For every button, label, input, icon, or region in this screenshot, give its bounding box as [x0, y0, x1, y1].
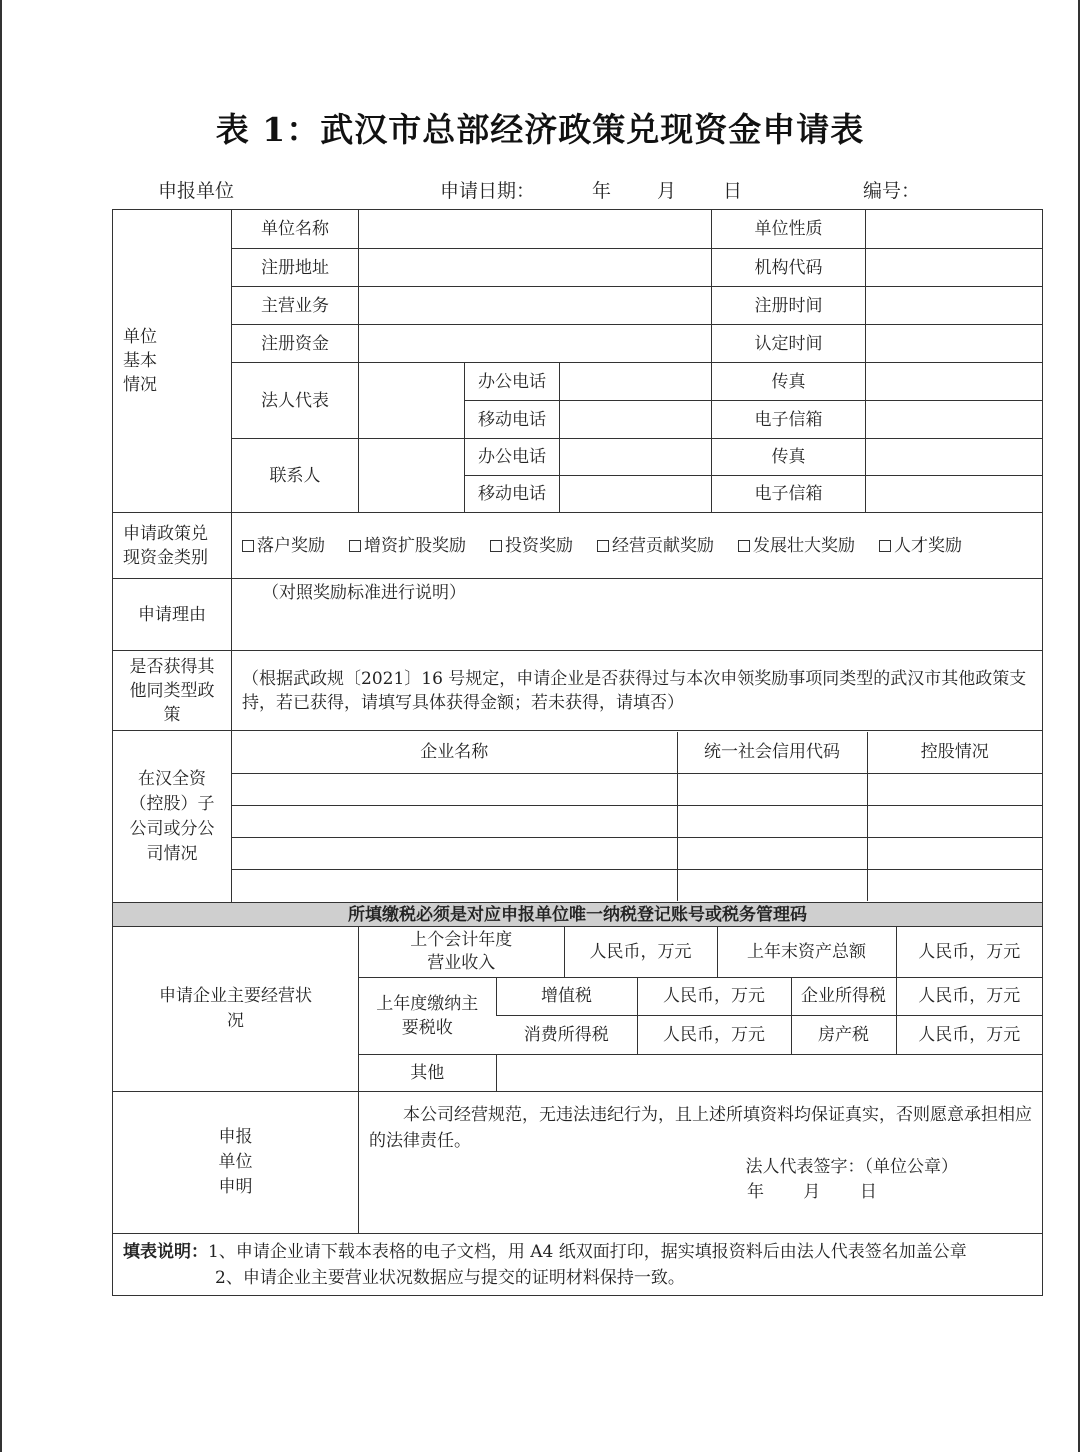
category-option[interactable]: 经营贡献奖励 [597, 534, 714, 558]
unit-nature-label: 单位性质 [712, 210, 866, 249]
legal-rep-signature-label: 法人代表签字：（单位公章） [745, 1157, 958, 1177]
applicant-unit-label: 申报单位 [158, 180, 235, 202]
reason-hint: （对照奖励标准进行说明） [262, 583, 466, 603]
tax-notice-banner: 所填缴税必须是对应申报单位唯一纳税登记账号或税务管理码 [113, 903, 1043, 927]
note-item-1: 1、申请企业请下载本表格的电子文档，用 A4 纸双面打印，据实填报资料后由法人代表签名加盖公章 [208, 1241, 967, 1262]
consumption-tax-label: 消费所得税 [496, 1015, 637, 1054]
subsidiary-holding-field[interactable] [867, 837, 1042, 869]
contact-fax-label: 传真 [712, 439, 866, 476]
prev-revenue-label: 上个会计年度 营业收入 [410, 929, 513, 973]
contact-email-field[interactable] [866, 476, 1043, 513]
application-date-label: 申请日期： [440, 180, 536, 202]
fill-instructions [113, 1234, 1043, 1296]
contact-label: 联系人 [232, 439, 359, 513]
main-business-field[interactable] [359, 287, 712, 325]
declaration-content [359, 1092, 1043, 1234]
subsidiary-holding-field[interactable] [867, 869, 1042, 901]
declaration-date: 年 月 日 [747, 1182, 877, 1202]
org-code-label: 机构代码 [712, 249, 866, 287]
subsidiary-holding-field[interactable] [867, 773, 1042, 805]
legal-rep-office-phone-field[interactable] [560, 363, 712, 401]
subsidiaries-label: 在汉全资 （控股）子 公司或分公 司情况 [113, 731, 232, 903]
form-title: 表 1：武汉市总部经济政策兑现资金申请表 [215, 110, 865, 149]
reason-field[interactable] [232, 579, 1043, 651]
subsidiary-name-field[interactable] [232, 805, 677, 837]
category-option[interactable]: 增资扩股奖励 [349, 534, 466, 558]
vat-field[interactable]: 人民币，万元 [637, 977, 791, 1015]
contact-field[interactable] [359, 439, 465, 513]
org-code-field[interactable] [866, 249, 1043, 287]
operations-table-cell [359, 927, 1043, 1092]
category-option[interactable]: 投资奖励 [490, 534, 573, 558]
other-field[interactable] [496, 1054, 1042, 1091]
contact-office-phone-label: 办公电话 [465, 439, 560, 476]
category-option[interactable]: 发展壮大奖励 [738, 534, 855, 558]
subsidiaries-table-cell [232, 731, 1043, 903]
legal-rep-field[interactable] [359, 363, 465, 439]
table-row [232, 773, 1042, 805]
subsidiary-name-field[interactable] [232, 837, 677, 869]
contact-mobile-field[interactable] [560, 476, 712, 513]
subsidiary-code-field[interactable] [677, 805, 867, 837]
subsidiary-code-header: 统一社会信用代码 [677, 732, 867, 773]
declaration-text: 本公司经营规范，无违法违纪行为，且上述所填资料均保证真实，否则愿意承担相应的法律责任。 [369, 1105, 1032, 1151]
other-label: 其他 [359, 1054, 496, 1091]
subsidiary-name-field[interactable] [232, 773, 677, 805]
table-row [232, 869, 1042, 901]
cert-time-label: 认定时间 [712, 325, 866, 363]
operations-table [359, 927, 1042, 1091]
checkbox-icon[interactable] [490, 540, 502, 552]
note-item-2: 2、申请企业主要营业状况数据应与提交的证明材料保持一致。 [215, 1267, 685, 1288]
checkbox-icon[interactable] [597, 540, 609, 552]
basic-info-section-label: 单位 基本 情况 [113, 210, 232, 513]
reg-time-field[interactable] [866, 287, 1043, 325]
category-options [232, 513, 1043, 579]
subsidiary-code-field[interactable] [677, 869, 867, 901]
date-month-label: 月 [657, 180, 677, 202]
unit-nature-field[interactable] [866, 210, 1043, 249]
cert-time-field[interactable] [866, 325, 1043, 363]
reg-capital-label: 注册资金 [232, 325, 359, 363]
legal-rep-mobile-label: 移动电话 [465, 401, 560, 439]
subsidiary-holding-header: 控股情况 [867, 732, 1042, 773]
other-policy-text: （根据武政规〔2021〕16 号规定，申请企业是否获得过与本次申领奖励事项同类型的武汉市其他政策支持，若已获得，请填写具体获得金额；若未获得，请填否） [242, 668, 1027, 713]
legal-rep-email-label: 电子信箱 [712, 401, 866, 439]
reg-capital-field[interactable] [359, 325, 712, 363]
total-assets-field[interactable]: 人民币，万元 [896, 927, 1042, 977]
date-year-label: 年 [592, 180, 612, 202]
reg-time-label: 注册时间 [712, 287, 866, 325]
prev-revenue-field[interactable]: 人民币，万元 [564, 927, 717, 977]
checkbox-icon[interactable] [349, 540, 361, 552]
main-taxes-label: 上年度缴纳主 要税收 [359, 977, 496, 1054]
reason-label: 申请理由 [113, 579, 232, 651]
checkbox-icon[interactable] [879, 540, 891, 552]
other-policy-field[interactable] [232, 651, 1043, 731]
main-business-label: 主营业务 [232, 287, 359, 325]
subsidiary-holding-field[interactable] [867, 805, 1042, 837]
property-tax-field[interactable]: 人民币，万元 [896, 1015, 1042, 1054]
legal-rep-mobile-field[interactable] [560, 401, 712, 439]
legal-rep-email-field[interactable] [866, 401, 1043, 439]
contact-office-phone-field[interactable] [560, 439, 712, 476]
consumption-tax-field[interactable]: 人民币，万元 [637, 1015, 791, 1054]
reg-address-field[interactable] [359, 249, 712, 287]
category-option[interactable]: 落户奖励 [242, 534, 325, 558]
subsidiary-name-header: 企业名称 [420, 742, 489, 763]
table-row [232, 837, 1042, 869]
corp-income-tax-label: 企业所得税 [791, 977, 896, 1015]
contact-fax-field[interactable] [866, 439, 1043, 476]
table-row [232, 805, 1042, 837]
reg-address-label: 注册地址 [232, 249, 359, 287]
vat-label: 增值税 [496, 977, 637, 1015]
form-table [112, 209, 1043, 1296]
subsidiary-code-field[interactable] [677, 773, 867, 805]
legal-rep-fax-label: 传真 [712, 363, 866, 401]
operations-label: 申请企业主要经营状 况 [113, 927, 359, 1092]
declaration-label: 申报 单位 申明 [113, 1092, 359, 1234]
checkbox-icon[interactable] [738, 540, 750, 552]
subsidiary-code-field[interactable] [677, 837, 867, 869]
other-policy-label: 是否获得其 他同类型政 策 [113, 651, 232, 731]
application-form [112, 209, 1043, 1296]
category-label: 申请政策兑 现资金类别 [113, 513, 232, 579]
category-option[interactable]: 人才奖励 [879, 534, 962, 558]
subsidiary-name-field[interactable] [232, 869, 677, 901]
subsidiaries-table [232, 732, 1042, 901]
property-tax-label: 房产税 [791, 1015, 896, 1054]
legal-rep-fax-field[interactable] [866, 363, 1043, 401]
checkbox-icon[interactable] [242, 540, 254, 552]
date-day-label: 日 [723, 180, 743, 202]
unit-name-field[interactable] [359, 210, 712, 249]
legal-rep-label: 法人代表 [232, 363, 359, 439]
total-assets-label: 上年末资产总额 [717, 927, 896, 977]
contact-email-label: 电子信箱 [712, 476, 866, 513]
unit-name-label: 单位名称 [232, 210, 359, 249]
serial-number-label: 编号： [863, 180, 921, 202]
corp-income-tax-field[interactable]: 人民币，万元 [896, 977, 1042, 1015]
contact-mobile-label: 移动电话 [465, 476, 560, 513]
notes-label: 填表说明： [123, 1241, 208, 1262]
legal-rep-office-phone-label: 办公电话 [465, 363, 560, 401]
